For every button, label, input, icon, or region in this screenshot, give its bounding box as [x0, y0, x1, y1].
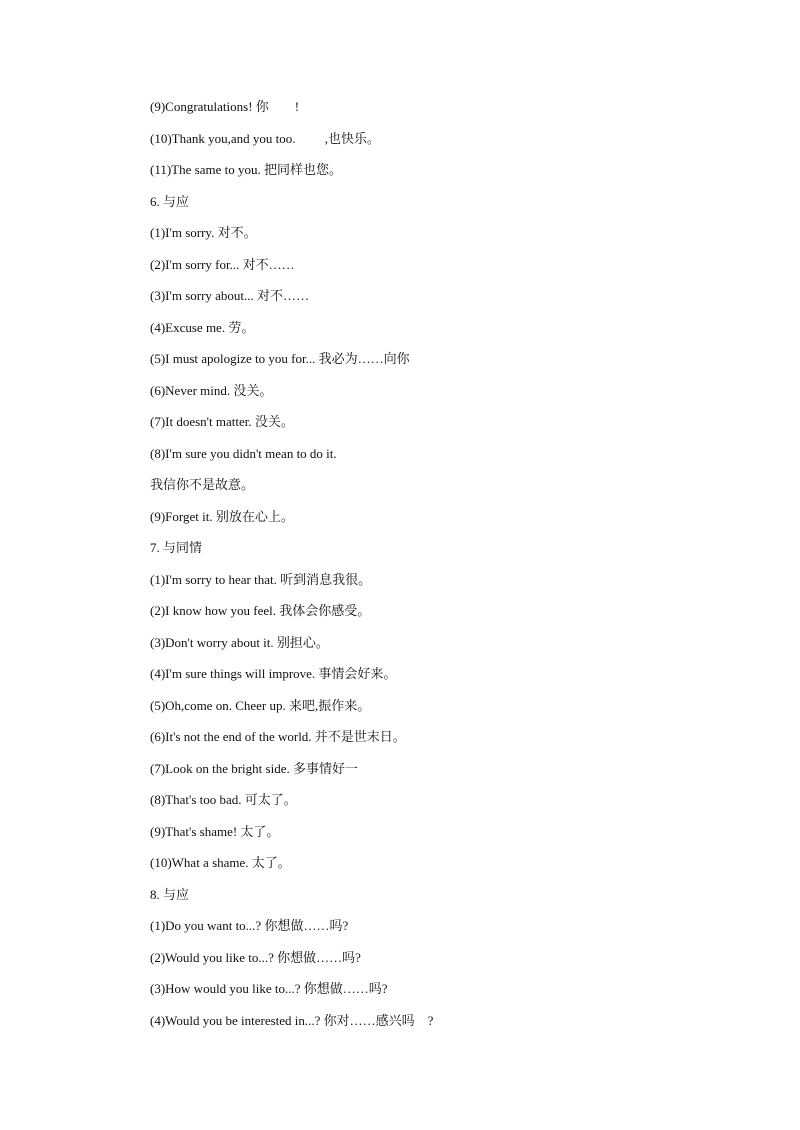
text-line: (9)Forget it. 别放在心上。 — [150, 508, 294, 524]
text-line: (1)Do you want to...? 你想做……吗? — [150, 918, 349, 933]
section-heading: 7. 与同情 — [150, 540, 203, 555]
text-line: (5)I must apologize to you for... 我必为……向你 — [150, 351, 410, 366]
text-line: (7)Look on the bright side. 多事情好一 — [150, 760, 358, 776]
text-line: (11)The same to you. 把同样也您。 — [150, 162, 342, 177]
text-line: (3)How would you like to...? 你想做……吗? — [150, 981, 388, 996]
text-line: (4)Excuse me. 劳。 — [150, 319, 255, 335]
text-line: (10)What a shame. 太了。 — [150, 855, 291, 870]
text-line: (8)I'm sure you didn't mean to do it. — [150, 445, 337, 461]
text-line: (6)Never mind. 没关。 — [150, 382, 273, 398]
text-line: (1)I'm sorry. 对不。 — [150, 225, 257, 240]
text-line: (10)Thank you,and you too. ,也快乐。 — [150, 130, 381, 146]
section-heading: 8. 与应 — [150, 886, 190, 902]
text-line: 我信你不是故意。 — [150, 477, 255, 492]
section-heading: 6. 与应 — [150, 193, 190, 209]
text-line: (2)I know how you feel. 我体会你感受。 — [150, 603, 371, 618]
text-line: (2)Would you like to...? 你想做……吗? — [150, 949, 361, 965]
text-line: (3)Don't worry about it. 别担心。 — [150, 634, 329, 650]
text-line: (3)I'm sorry about... 对不…… — [150, 288, 310, 303]
text-line: (8)That's too bad. 可太了。 — [150, 792, 297, 807]
text-line: (2)I'm sorry for... 对不…… — [150, 256, 295, 272]
text-line: (4)I'm sure things will improve. 事情会好来。 — [150, 666, 397, 681]
text-line: (4)Would you be interested in...? 你对……感兴吗 ? — [150, 1012, 434, 1028]
text-body — [150, 96, 750, 1041]
text-line: (7)It doesn't matter. 没关。 — [150, 414, 294, 429]
text-line: (9)Congratulations! 你 ! — [150, 99, 300, 114]
text-line: (9)That's shame! 太了。 — [150, 823, 280, 839]
text-line: (1)I'm sorry to hear that. 听到消息我很。 — [150, 571, 372, 587]
text-line: (5)Oh,come on. Cheer up. 来吧,振作来。 — [150, 697, 371, 713]
text-line: (6)It's not the end of the world. 并不是世末日。 — [150, 729, 406, 744]
